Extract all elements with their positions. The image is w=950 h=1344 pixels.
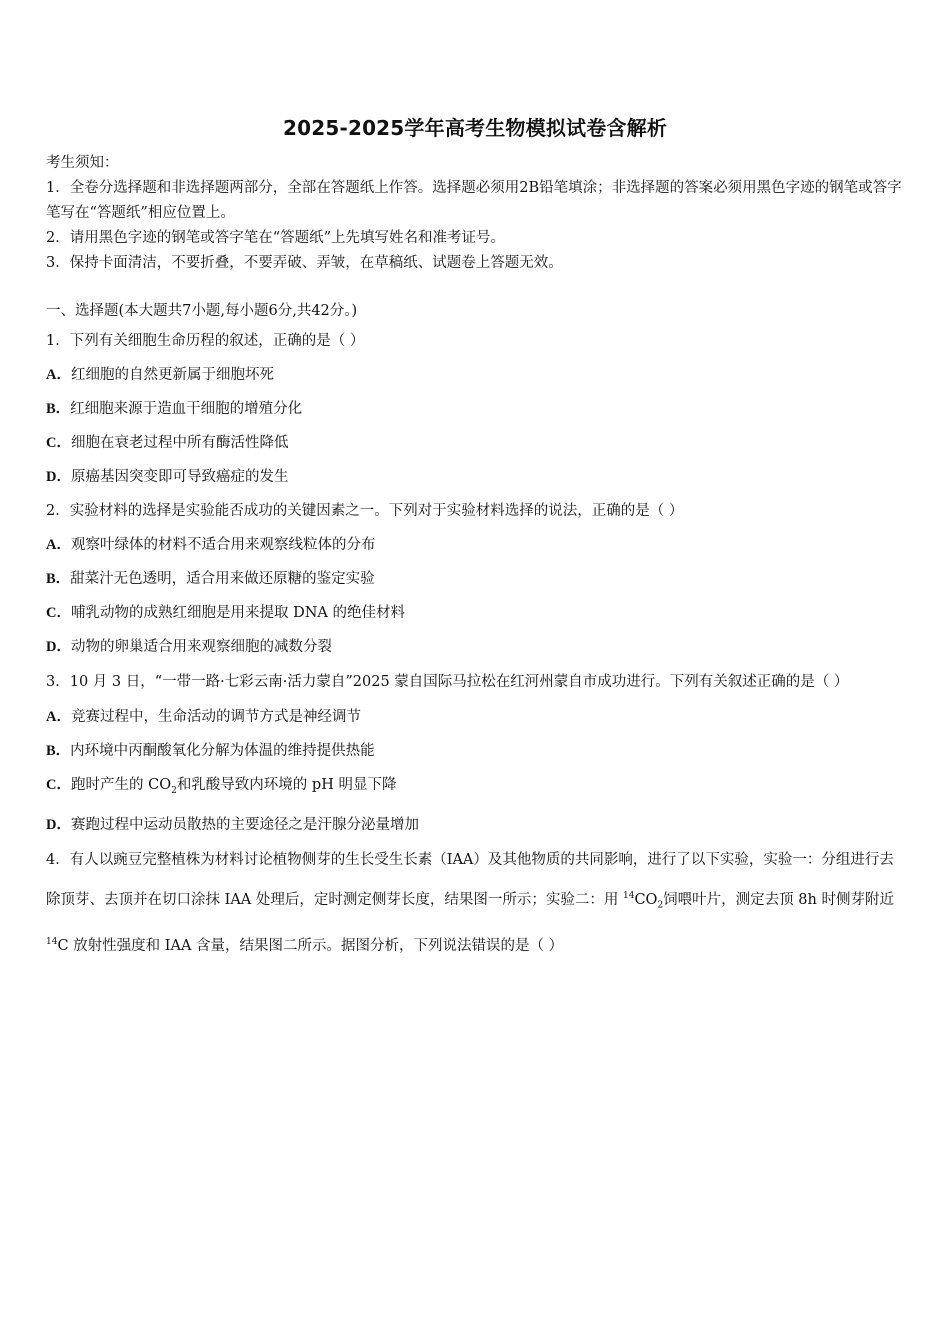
page-title: 2025-2025学年高考生物模拟试卷含解析	[282, 116, 668, 140]
question-1-option-a	[46, 358, 906, 392]
question-1-option-c	[46, 426, 906, 460]
subscript: 2	[657, 900, 664, 911]
option-letter: D．	[46, 469, 71, 485]
stem-part: 饲喂叶片，测定去顶 8h 时侧芽附近	[663, 891, 894, 908]
stem-part: C 放射性强度和 IAA 含量，结果图二所示。据图分析，下列说法错误的是（ ）	[57, 937, 564, 954]
question-3-option-d	[46, 808, 906, 842]
notice-heading: 考生须知：	[46, 155, 119, 171]
option-letter: A．	[46, 537, 71, 553]
option-text-post: 和乳酸导致内环境的 pH 明显下降	[176, 777, 397, 793]
option-letter: D．	[46, 816, 71, 833]
option-letter: B．	[46, 743, 71, 759]
questions-block	[46, 298, 906, 963]
superscript: 14	[46, 936, 58, 947]
question-3-option-c	[46, 768, 906, 808]
question-3-option-a	[46, 700, 906, 734]
question-4-stem	[46, 842, 906, 964]
question-2-stem: 2．实验材料的选择是实验能否成功的关键因素之一。下列对于实验材料选择的说法，正确的是（ ）	[46, 503, 684, 519]
option-text: 甜菜汁无色透明，适合用来做还原糖的鉴定实验	[70, 571, 375, 587]
notice-item-3: 3．保持卡面清洁，不要折叠，不要弄破、弄皱，在草稿纸、试题卷上答题无效。	[46, 255, 563, 271]
option-text: 内环境中丙酮酸氧化分解为体温的维持提供热能	[70, 743, 375, 759]
question-2-option-b	[46, 562, 906, 596]
question-1-option-b	[46, 392, 906, 426]
stem-part: 4．有人以豌豆完整植株为材料讨论植物侧芽的生长受生长素（IAA）及其他物质的共同影响，进行了以下实验，实验一：分组进行去除顶芽、去顶并在切口涂抹 IAA 处理后，定时测定侧芽长度，结果图一所示；实验二：用	[46, 851, 894, 908]
notice-block	[46, 151, 906, 276]
option-letter: B．	[46, 571, 71, 587]
option-text-pre: 跑时产生的 CO	[70, 777, 172, 793]
question-2-option-c	[46, 596, 906, 630]
question-2-option-a	[46, 528, 906, 562]
question-1-option-d	[46, 460, 906, 494]
option-letter: D．	[46, 639, 71, 655]
superscript: 14	[623, 890, 635, 901]
option-text: 动物的卵巢适合用来观察细胞的减数分裂	[70, 639, 332, 655]
notice-item-2: 2．请用黑色字迹的钢笔或答字笔在“答题纸”上先填写姓名和准考证号。	[46, 230, 506, 246]
section-heading: 一、选择题(本大题共7小题,每小题6分,共42分。)	[46, 303, 358, 319]
option-text: 红细胞的自然更新属于细胞坏死	[70, 367, 274, 383]
option-text: 竞赛过程中，生命活动的调节方式是神经调节	[70, 709, 361, 725]
option-letter: C．	[46, 605, 71, 621]
question-1-stem: 1．下列有关细胞生命历程的叙述，正确的是（ ）	[46, 333, 365, 349]
option-text: 哺乳动物的成熟红细胞是用来提取 DNA 的绝佳材料	[70, 605, 405, 621]
option-text: 细胞在衰老过程中所有酶活性降低	[70, 435, 289, 451]
option-letter: A．	[46, 367, 71, 383]
option-letter: C．	[46, 435, 71, 451]
question-2-option-d	[46, 630, 906, 664]
notice-item-1: 1．全卷分选择题和非选择题两部分，全部在答题纸上作答。选择题必须用2B铅笔填涂；非选择题的答案必须用黑色字迹的钢笔或答字笔写在“答题纸”相应位置上。	[46, 180, 902, 221]
option-letter: B．	[46, 401, 71, 417]
stem-part: CO	[634, 891, 658, 908]
option-text: 观察叶绿体的材料不适合用来观察线粒体的分布	[70, 537, 376, 553]
option-letter: C．	[46, 777, 71, 793]
option-text: 红细胞来源于造血干细胞的增殖分化	[70, 401, 303, 417]
option-letter: A．	[46, 709, 71, 725]
option-text: 赛跑过程中运动员散热的主要途径之是汗腺分泌量增加	[70, 816, 419, 833]
option-text: 原癌基因突变即可导致癌症的发生	[70, 469, 289, 485]
question-3-option-b	[46, 734, 906, 768]
subscript: 2	[171, 785, 177, 796]
question-3-stem: 3．10 月 3 日，“一带一路·七彩云南·活力蒙自”2025 蒙自国际马拉松在红河州蒙自市成功进行。下列有关叙述正确的是（ ）	[46, 674, 849, 690]
